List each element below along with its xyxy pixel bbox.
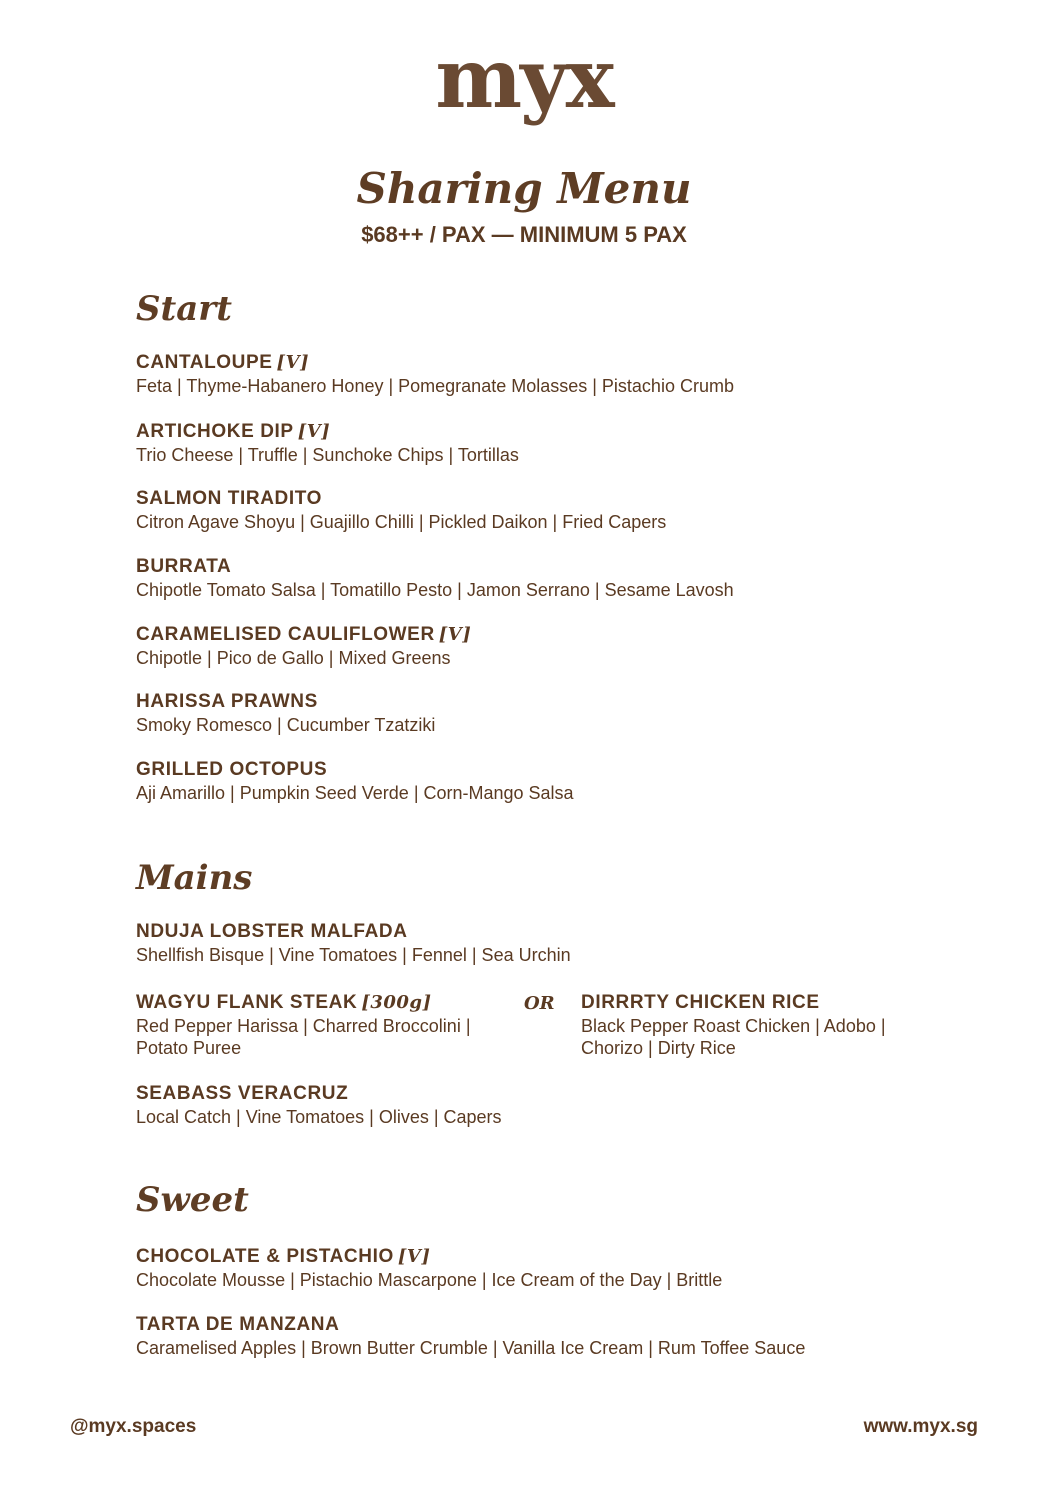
vegetarian-tag: [V] — [397, 1246, 431, 1267]
item-description: Caramelised Apples | Brown Butter Crumble | Vanilla Ice Cream | Rum Toffee Sauce — [136, 1338, 806, 1358]
menu-item — [136, 623, 471, 669]
menu-item — [136, 991, 516, 1059]
menu-title: Sharing Menu — [356, 164, 692, 213]
menu-item — [136, 420, 519, 466]
item-description: Feta | Thyme-Habanero Honey | Pomegranate Molasses | Pistachio Crumb — [136, 376, 734, 396]
menu-item — [581, 991, 926, 1059]
item-description: Black Pepper Roast Chicken | Adobo | Chorizo | Dirty Rice — [581, 1016, 886, 1058]
item-description: Trio Cheese | Truffle | Sunchoke Chips | Tortillas — [136, 445, 519, 465]
section-title-start: Start — [136, 289, 232, 329]
menu-item — [136, 690, 435, 736]
menu-item — [136, 351, 734, 397]
item-description: Aji Amarillo | Pumpkin Seed Verde | Corn-Mango Salsa — [136, 783, 574, 803]
item-description: Local Catch | Vine Tomatoes | Olives | Capers — [136, 1107, 502, 1127]
price-line: $68++ / PAX — MINIMUM 5 PAX — [361, 222, 687, 247]
item-name: GRILLED OCTOPUS — [136, 759, 328, 780]
vegetarian-tag: [V] — [276, 352, 310, 373]
item-name: DIRRRTY CHICKEN RICE — [581, 992, 820, 1013]
item-name: SEABASS VERACRUZ — [136, 1083, 349, 1104]
menu-item — [136, 1245, 722, 1291]
item-name: CANTALOUPE — [136, 352, 273, 373]
weight-tag: [300g] — [361, 992, 432, 1013]
or-separator: OR — [524, 993, 555, 1014]
item-description: Shellfish Bisque | Vine Tomatoes | Fennel | Sea Urchin — [136, 945, 571, 965]
item-description: Citron Agave Shoyu | Guajillo Chilli | Pickled Daikon | Fried Capers — [136, 512, 667, 532]
website-link: www.myx.sg — [863, 1416, 978, 1437]
item-name: ARTICHOKE DIP — [136, 421, 294, 442]
vegetarian-tag: [V] — [297, 421, 331, 442]
item-name: SALMON TIRADITO — [136, 488, 322, 509]
menu-item — [136, 920, 571, 966]
item-name: BURRATA — [136, 556, 232, 577]
item-name: WAGYU FLANK STEAK — [136, 992, 358, 1013]
item-description: Red Pepper Harissa | Charred Broccolini | Potato Puree — [136, 1016, 471, 1058]
menu-item — [136, 487, 666, 533]
menu-item — [136, 555, 734, 601]
section-title-sweet: Sweet — [136, 1180, 249, 1220]
brand-logo: myx — [435, 31, 613, 127]
item-name: HARISSA PRAWNS — [136, 691, 318, 712]
vegetarian-tag: [V] — [438, 624, 472, 645]
menu-item — [136, 1313, 805, 1359]
social-handle: @myx.spaces — [70, 1416, 197, 1437]
item-name: CARAMELISED CAULIFLOWER — [136, 624, 435, 645]
item-description: Chipotle | Pico de Gallo | Mixed Greens — [136, 648, 451, 668]
item-description: Smoky Romesco | Cucumber Tzatziki — [136, 715, 436, 735]
item-description: Chipotle Tomato Salsa | Tomatillo Pesto | Jamon Serrano | Sesame Lavosh — [136, 580, 734, 600]
item-description: Chocolate Mousse | Pistachio Mascarpone | Ice Cream of the Day | Brittle — [136, 1270, 723, 1290]
item-name: NDUJA LOBSTER MALFADA — [136, 921, 408, 942]
menu-item — [136, 1082, 502, 1128]
menu-item — [136, 758, 574, 804]
section-title-mains: Mains — [136, 858, 253, 898]
item-name: CHOCOLATE & PISTACHIO — [136, 1246, 394, 1267]
item-name: TARTA DE MANZANA — [136, 1314, 340, 1335]
